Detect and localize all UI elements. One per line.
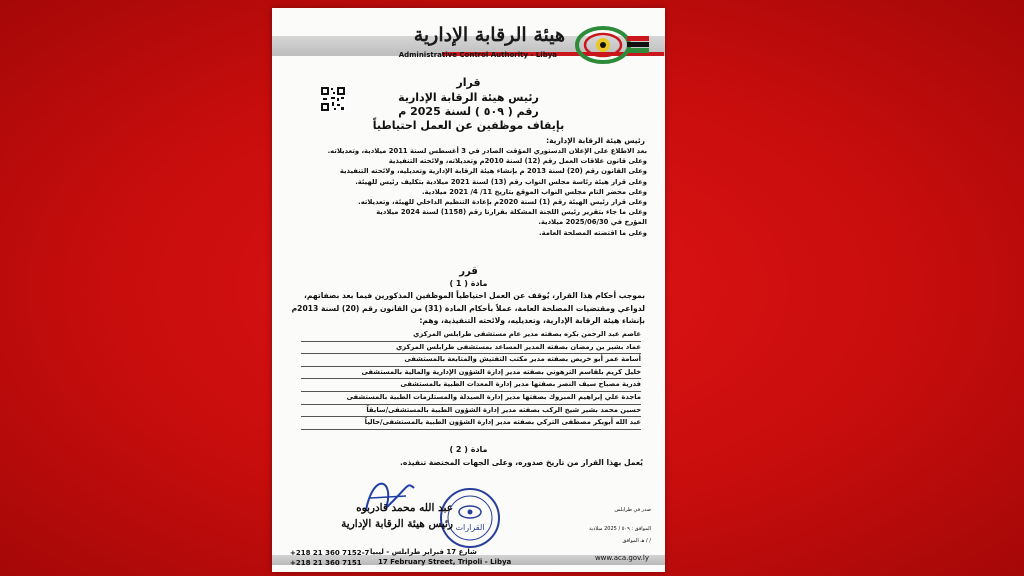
reference-item: وعلى قانون علاقات العمل رقم (12) لسنة 2010م وتعديلاته، ولائحته التنفيذية — [388, 157, 647, 166]
signer-name: عبد الله محمد قادربوه — [356, 502, 453, 514]
document-page — [272, 8, 665, 572]
reference-item: وعلى محضر التام مجلس النواب الموقع بتاريخ 11/ 4/ 2021 ميلادية. — [421, 187, 647, 196]
footer-website-link[interactable]: www.aca.gov.ly — [594, 554, 649, 562]
employees-list — [301, 329, 641, 430]
org-name-en: Administrative Control Authority - Libya — [398, 51, 557, 59]
issued-in: صدر في طرابلس — [614, 507, 651, 513]
stamp-text: القرارات — [455, 523, 485, 532]
article-1-label: مادة ( 1 ) — [449, 279, 488, 288]
employee-item: حسين محمد بشير شيخ الركب بصفته مدير إدارة الشؤون الطبية بالمستشفى/سابقاً — [301, 405, 641, 418]
article-1-text: بموجب أحكام هذا القرار، يُوقف عن العمل احتياطياً الموظفين المذكورين فيما بعد بصفاتهم، لدواعي ومقتضيات المصلحة العامة، عملاً بأحكام المادة (31) من القانون رقم (20) لسنة 2013م بإنشاء هيئة الرقابة الإدارية، وتعديليه، ولائحته التنفيذية، وهم: — [291, 291, 645, 325]
article-2-label: مادة ( 2 ) — [449, 445, 488, 454]
authority-logo-icon — [573, 22, 651, 68]
reference-item: بعد الاطلاع على الإعلان الدستوري المؤقت الصادر في 3 أغسطس لسنة 2011 ميلادية، وتعديلاته. — [327, 147, 647, 155]
reference-item: وعلى القانون رقم (20) لسنة 2013 م بإنشاء هيئة الرقابة الإدارية وتعديليه، ولائحته التنفيذية — [339, 167, 647, 176]
issue-reference: الموافق : ٥٠٩ / 2025 ميلادية — [589, 526, 651, 532]
employee-item: عبد الله أبوبكر مصطفى التركي بصفته مدير إدارة الشؤون الطبية بالمستشفى/حالياً — [301, 417, 641, 430]
signer-title: رئيس هيئة الرقابة الإدارية — [341, 518, 453, 530]
employee-item: أسامة عمر أبو خريص بصفته مدير مكتب التفتيش والمتابعة بالمستشفى — [301, 354, 641, 367]
hijri-date: / / هـ الموافق — [622, 538, 651, 544]
reference-item: وعلى قرار هيئة رئاسة مجلس النواب رقم (13) لسنة 2021 ميلادية بتكليف رئيس للهيئة. — [355, 177, 647, 186]
org-name-ar: هيئة الرقابة الإدارية — [413, 24, 565, 46]
reference-item: المؤرخ في 2025/06/30 ميلادية. — [538, 218, 647, 227]
decided-heading: قرر — [459, 266, 478, 277]
decision-label: قرار — [456, 76, 481, 89]
decision-subject: بإيقاف موظفين عن العمل احتياطياً — [372, 119, 565, 132]
reference-item: وعلى قرار رئيس الهيئة رقم (1) لسنة 2020م بإعادة التنظيم الداخلي للهيئة، وتعديلاته. — [358, 198, 647, 207]
intro-line: رئيس هيئة الرقابة الإدارية: — [546, 136, 645, 145]
employee-item: فدرية مصباح سيف النصر بصفتها مدير إدارة المعدات الطبية بالمستشفى — [301, 379, 641, 392]
employee-item: خليل كريم بلقاسم الترهوني بصفته مدير إدارة الشؤون الإدارية والمالية بالمستشفى — [301, 367, 641, 380]
reference-item: وعلى ما جاء بتقرير رئيس اللجنة المشكلة بقرارنا رقم (1158) لسنة 2024 ميلادية — [376, 208, 647, 217]
article-2-text: يُعمل بهذا القرار من تاريخ صدوره، وعلى الجهات المختصة تنفيذه. — [400, 458, 643, 467]
reference-item: وعلى ما اقتضته المصلحة العامة. — [538, 228, 647, 237]
footer-phone-1: +218 21 360 7152-7 — [290, 549, 370, 557]
decision-number: رقم ( ٥٠٩ ) لسنة 2025 م — [398, 105, 539, 118]
employee-item: ماجدة علي إبراهيم المبروك بصفتها مدير إدارة الصيدلة والمستلزمات الطبية بالمستشفى — [301, 392, 641, 405]
footer-address-en: 17 February Street, Tripoli - Libya — [378, 558, 512, 566]
employee-item: عماد بشير بن رمضان بصفته المدير المساعد بمستشفى طرابلس المركزي — [301, 342, 641, 355]
chairman-title: رئيس هيئة الرقابة الإدارية — [398, 91, 539, 104]
footer-address-ar: شارع 17 فبراير طرابلس - ليبيا — [370, 548, 477, 556]
footer-phone-2: +218 21 360 7151 — [290, 559, 362, 567]
references-list — [287, 146, 647, 238]
employee-item: عاصم عبد الرحمن بكره بصفته مدير عام مستشفى طرابلس المركزي — [301, 329, 641, 342]
